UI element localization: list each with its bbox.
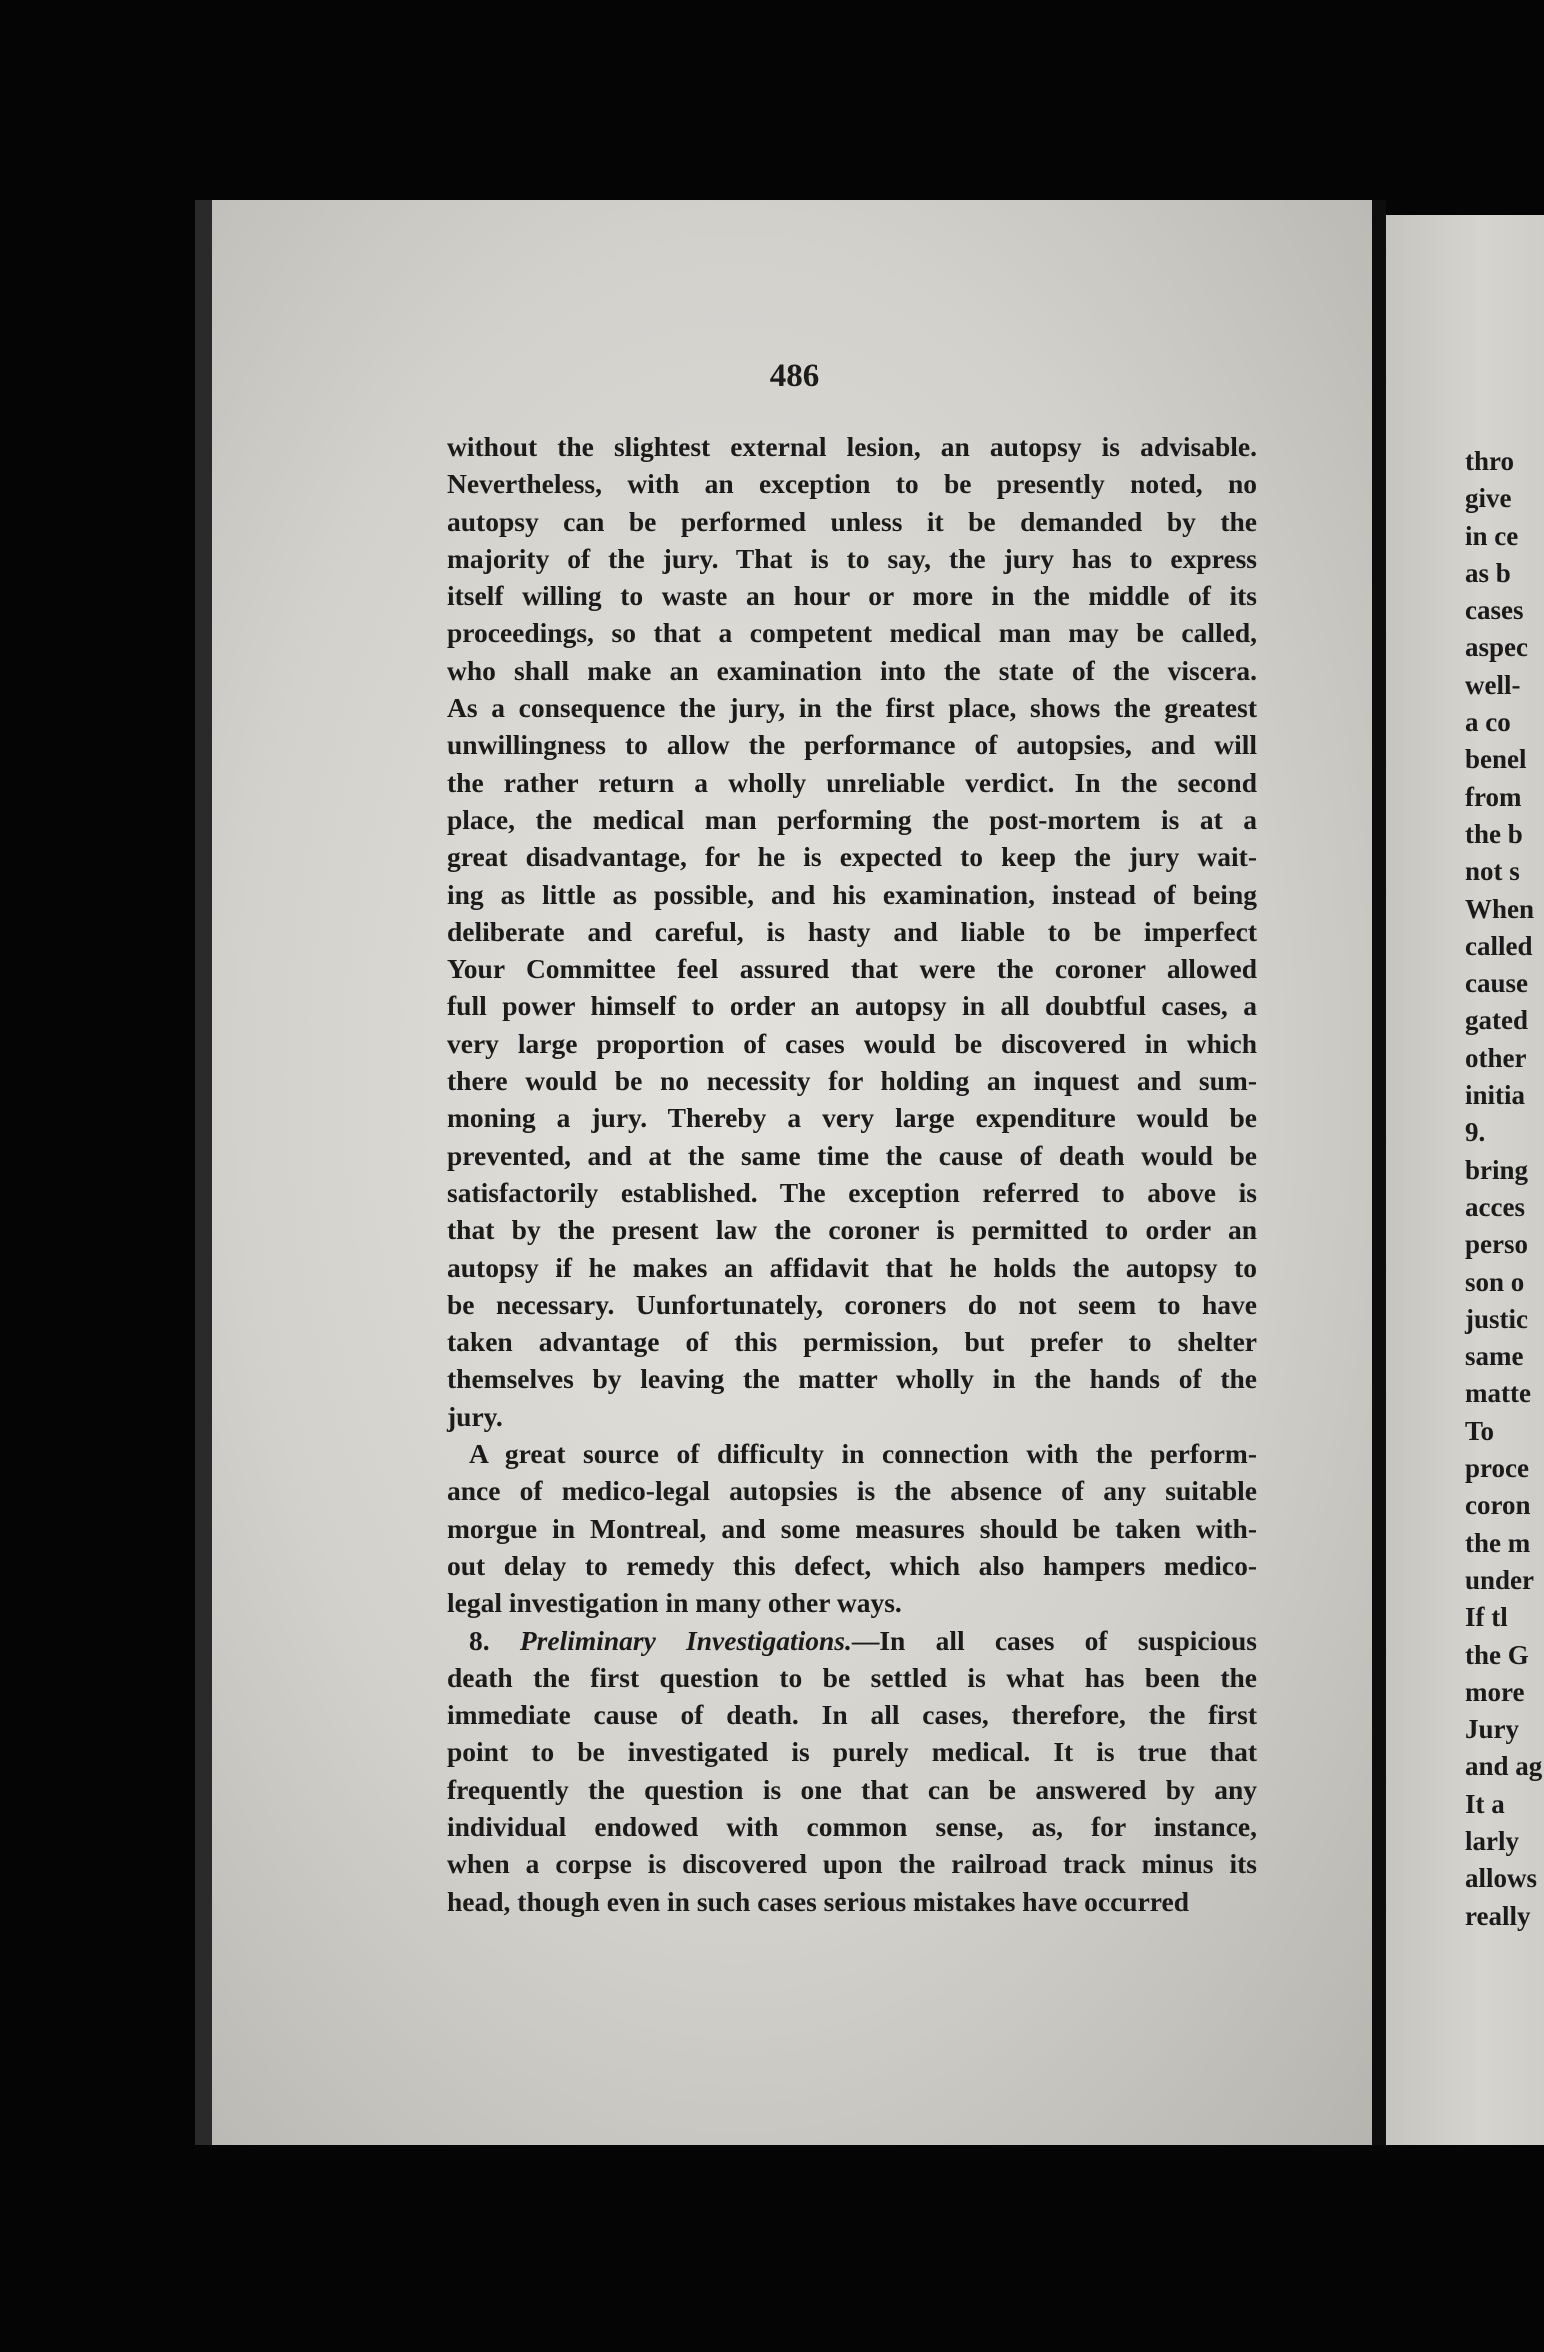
- text-line: moning a jury. Thereby a very large expenditure would be: [447, 1102, 1257, 1134]
- next-page-fragment: a co: [1465, 707, 1511, 738]
- text-line: A great source of difficulty in connection with the perform-: [469, 1438, 1257, 1470]
- next-page-fragment: cause: [1465, 968, 1528, 999]
- next-page-fragment: matte: [1465, 1378, 1531, 1409]
- section-heading-line: [447, 1622, 1257, 1659]
- next-page-fragment: benel: [1465, 744, 1527, 775]
- text-line: point to be investigated is purely medical. It is true that: [447, 1736, 1257, 1768]
- next-page-fragment: same: [1465, 1341, 1524, 1372]
- text-line: without the slightest external lesion, an autopsy is advisable.: [447, 431, 1257, 462]
- next-page-fragment: in ce: [1465, 520, 1519, 551]
- next-page-fragment: 9.: [1465, 1117, 1486, 1148]
- text-line: frequently the question is one that can be answered by any: [447, 1773, 1257, 1805]
- text-line: place, the medical man performing the post-mortem is at a: [447, 803, 1257, 835]
- next-page-fragment: Jury: [1465, 1714, 1519, 1745]
- text-line: full power himself to order an autopsy in all doubtful cases, a: [447, 990, 1257, 1022]
- next-page-fragment: aspec: [1465, 632, 1528, 663]
- text-line: out delay to remedy this defect, which also hampers medico-: [447, 1549, 1257, 1581]
- next-page-fragment: under: [1465, 1564, 1535, 1595]
- next-page-fragment: bring: [1465, 1154, 1529, 1185]
- text-line: the rather return a wholly unreliable verdict. In the second: [447, 766, 1257, 798]
- text-line: autopsy can be performed unless it be demanded by the: [447, 505, 1257, 537]
- next-page-fragment: cases: [1465, 595, 1524, 626]
- section-heading-rest: —In all cases of suspicious: [851, 1624, 1258, 1656]
- next-page-fragment: If tl: [1465, 1602, 1508, 1633]
- text-line: deliberate and careful, is hasty and liable to be imperfect: [447, 915, 1257, 947]
- text-line: individual endowed with common sense, as, for instance,: [447, 1810, 1257, 1842]
- next-page-fragment: son o: [1465, 1266, 1525, 1297]
- next-page-fragment: the m: [1465, 1527, 1531, 1558]
- next-page-fragment: To: [1465, 1415, 1495, 1446]
- text-line: great disadvantage, for he is expected to keep the jury wait-: [447, 841, 1257, 873]
- text-line: death the first question to be settled is what has been the: [447, 1661, 1257, 1693]
- next-page-fragment: initia: [1465, 1080, 1526, 1111]
- next-page-fragment: really: [1465, 1900, 1531, 1931]
- next-page-fragment: coron: [1465, 1490, 1531, 1521]
- text-line: be necessary. Uunfortunately, coroners do not seem to have: [447, 1288, 1257, 1320]
- text-line: very large proportion of cases would be discovered in which: [447, 1027, 1257, 1059]
- next-page-fragment: called: [1465, 930, 1533, 961]
- text-line: autopsy if he makes an affidavit that he holds the autopsy to: [447, 1251, 1257, 1283]
- next-page-fragment: as b: [1465, 557, 1511, 588]
- text-line: that by the present law the coroner is permitted to order an: [447, 1214, 1257, 1246]
- text-line: who shall make an examination into the state of the viscera.: [447, 654, 1257, 686]
- text-line: legal investigation in many other ways.: [447, 1587, 902, 1619]
- text-line: prevented, and at the same time the cause of death would be: [447, 1139, 1257, 1171]
- text-line: itself willing to waste an hour or more in the middle of its: [447, 580, 1257, 612]
- book-page: [212, 200, 1383, 2145]
- text-line: jury.: [447, 1400, 503, 1432]
- next-page-fragment: When: [1465, 893, 1535, 924]
- text-line: ing as little as possible, and his examination, instead of being: [447, 878, 1257, 910]
- text-line: there would be no necessity for holding an inquest and sum-: [447, 1065, 1257, 1097]
- next-page-fragment: allows: [1465, 1863, 1538, 1894]
- next-page-fragment: larly: [1465, 1825, 1519, 1856]
- book-gutter: [1372, 200, 1386, 2145]
- next-page-fragment: the G: [1465, 1639, 1529, 1670]
- next-page-fragment: from: [1465, 781, 1522, 812]
- next-page-fragment: gated: [1465, 1005, 1528, 1036]
- text-line: morgue in Montreal, and some measures should be taken with-: [447, 1512, 1257, 1544]
- page-number: 486: [769, 358, 820, 394]
- text-line: immediate cause of death. In all cases, therefore, the first: [447, 1699, 1257, 1731]
- next-page-fragment: proce: [1465, 1453, 1529, 1484]
- next-page-fragment: not s: [1465, 856, 1520, 887]
- next-page-fragment: well-: [1465, 669, 1521, 700]
- next-page-fragment: more: [1465, 1676, 1525, 1707]
- text-line: when a corpse is discovered upon the railroad track minus its: [447, 1848, 1257, 1880]
- next-page-fragment: justic: [1465, 1303, 1528, 1334]
- next-page-fragment: perso: [1465, 1229, 1528, 1260]
- left-page-edge: [195, 200, 213, 2145]
- text-line: proceedings, so that a competent medical man may be called,: [447, 617, 1257, 649]
- text-line: satisfactorily established. The exception referred to above is: [447, 1176, 1257, 1208]
- next-page-fragment: It a: [1465, 1788, 1505, 1819]
- text-line: majority of the jury. That is to say, the jury has to express: [447, 542, 1257, 574]
- text-line: themselves by leaving the matter wholly in the hands of the: [447, 1363, 1257, 1395]
- text-line: As a consequence the jury, in the first place, shows the greatest: [447, 692, 1257, 724]
- text-line: Your Committee feel assured that were the coroner allowed: [447, 953, 1257, 985]
- next-page-fragment: and ag: [1465, 1751, 1543, 1782]
- section-number: 8.: [469, 1624, 490, 1656]
- next-page-fragment: acces: [1465, 1191, 1525, 1222]
- next-page-fragment: give: [1465, 483, 1512, 514]
- text-line: Nevertheless, with an exception to be presently noted, no: [447, 468, 1257, 500]
- text-line: ance of medico-legal autopsies is the absence of any suitable: [447, 1475, 1257, 1507]
- next-page-fragment: other: [1465, 1042, 1527, 1073]
- body-text: [447, 428, 1257, 1920]
- text-line: taken advantage of this permission, but prefer to shelter: [447, 1326, 1257, 1358]
- next-page-fragment: thro: [1465, 446, 1515, 476]
- next-page-edge: [1386, 215, 1544, 2145]
- text-line: head, though even in such cases serious mistakes have occurred: [447, 1885, 1190, 1917]
- section-heading: Preliminary Investigations.: [519, 1624, 852, 1656]
- next-page-fragment: the b: [1465, 818, 1523, 849]
- next-page-text: [1465, 443, 1542, 1935]
- text-line: unwillingness to allow the performance of autopsies, and will: [447, 729, 1257, 761]
